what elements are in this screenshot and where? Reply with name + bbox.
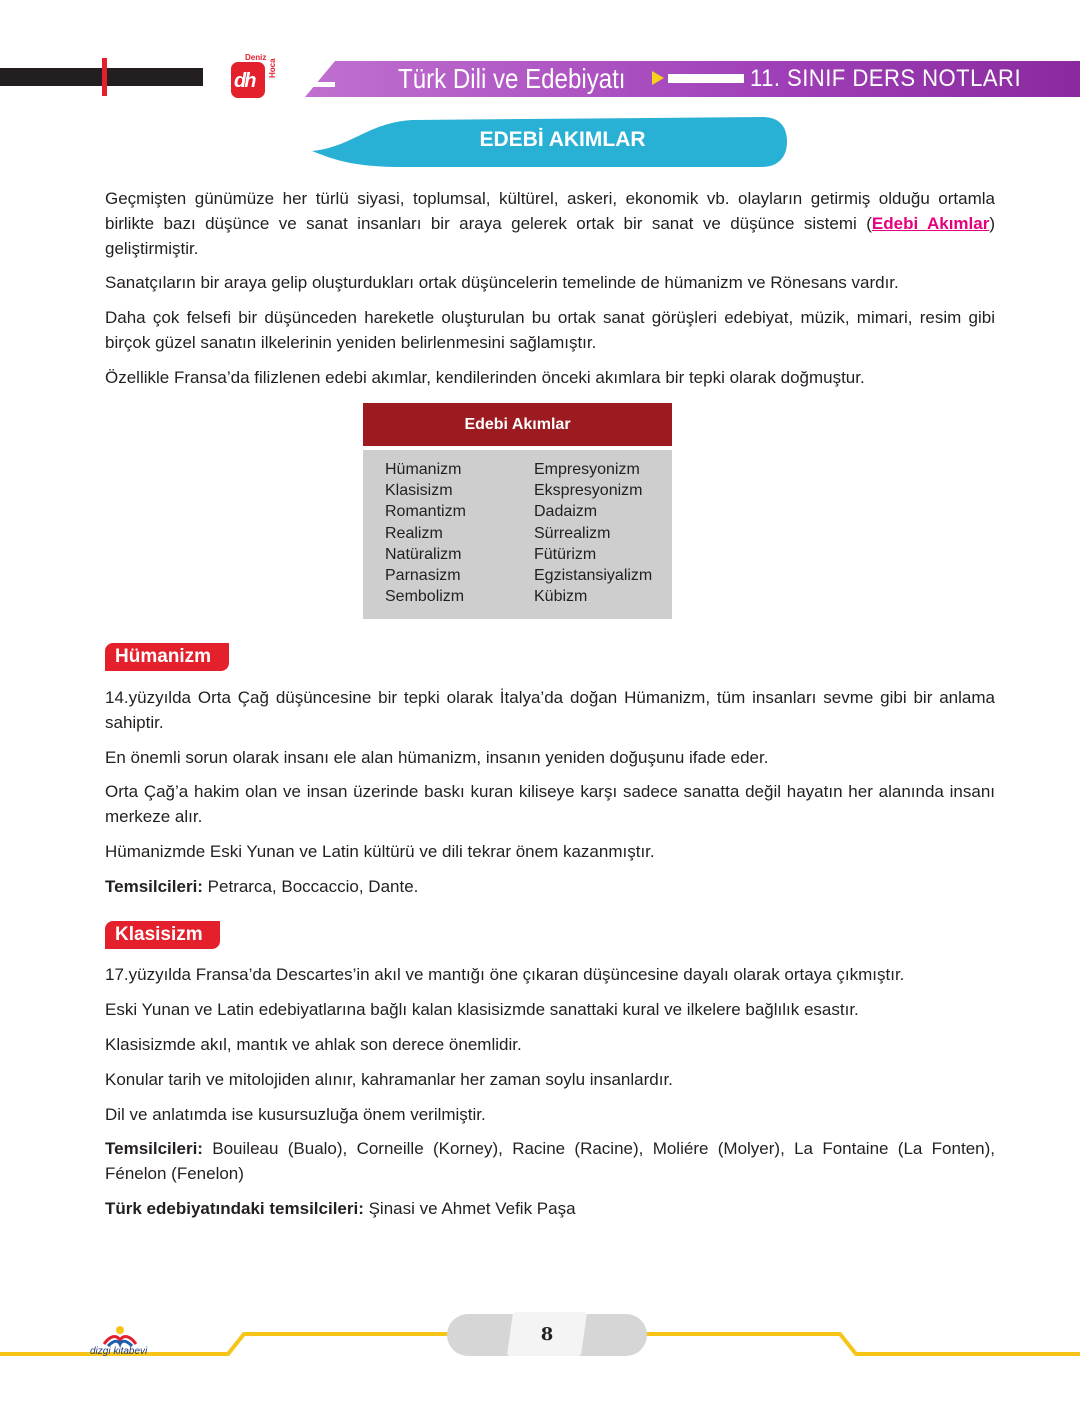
- banner-title: EDEBİ AKIMLAR: [479, 128, 646, 151]
- klasisizm-paragraph-3: Klasisizmde akıl, mantık ve ahlak son derece önemlidir.: [105, 1035, 522, 1054]
- publisher-name: dizgi kitabevi: [90, 1346, 148, 1357]
- brand-logo: [231, 53, 277, 100]
- table-item: Sürrealizm: [534, 524, 611, 542]
- table-column-2: [534, 459, 652, 607]
- klasisizm-paragraph-5: Dil ve anlatımda ise kusursuzluğa önem verilmiştir.: [105, 1105, 486, 1124]
- table-item: Romantizm: [385, 503, 466, 521]
- humanizm-paragraph-2: En önemli sorun olarak insanı ele alan hümanizm, insanın yeniden doğuşunu ifade eder.: [105, 748, 769, 767]
- humanizm-paragraph-1: 14.yüzyılda Orta Çağ düşüncesine bir tepki olarak İtalya’da doğan Hümanizm, tüm insanları sevme gibi bir anlama sahiptir.: [105, 688, 995, 732]
- intro-paragraph-4: Özellikle Fransa’da filizlenen edebi akımlar, kendilerinden önceki akımlara bir tepki olarak doğmuştur.: [105, 368, 865, 387]
- movements-table: [363, 403, 672, 619]
- table-title: Edebi Akımlar: [363, 403, 672, 446]
- course-subtitle: 11. SINIF DERS NOTLARI: [750, 65, 1022, 92]
- table-item: Natüralizm: [385, 545, 462, 563]
- klasisizm-paragraph-4: Konular tarih ve mitolojiden alınır, kahramanlar her zaman soylu insanlardır.: [105, 1070, 673, 1089]
- table-item: Klasisizm: [385, 482, 453, 500]
- representatives-value: Bouileau (Bualo), Corneille (Korney), Racine (Racine), Moliére (Molyer), La Fontaine (La Fonten), Fénelon (Fenelon): [105, 1139, 995, 1183]
- table-item: Ekspresyonizm: [534, 482, 643, 500]
- klasisizm-paragraph-1: 17.yüzyılda Fransa’da Descartes’in akıl ve mantığı öne çıkaran düşüncesine dayalı olarak ortaya çıkmıştır.: [105, 965, 905, 984]
- turkish-representatives-value: Şinasi ve Ahmet Vefik Paşa: [363, 1199, 576, 1218]
- klasisizm-turkish-representatives: [105, 1196, 995, 1221]
- table-item: Empresyonizm: [534, 461, 640, 478]
- representatives-label: Temsilcileri:: [105, 1139, 203, 1158]
- table-item: Fütürizm: [534, 545, 597, 563]
- section-tag-klasisizm: Klasisizm: [105, 921, 220, 949]
- table-item: Dadaizm: [534, 503, 598, 521]
- section-tag-humanizm: Hümanizm: [105, 643, 229, 671]
- representatives-value: Petrarca, Boccaccio, Dante.: [202, 877, 419, 896]
- intro-paragraph-3: Daha çok felsefi bir düşünceden hareketle oluşturulan bu ortak sanat görüşleri edebiyat, müzik, mimari, resim gibi birçok güzel sanatın ilkelerinin yeniden belirlenmesini sağlamıştır.: [105, 308, 995, 352]
- intro-paragraph-1: [105, 186, 995, 261]
- turkish-representatives-label: Türk edebiyatındaki temsilcileri:: [105, 1199, 364, 1218]
- table-item: Realizm: [385, 524, 443, 542]
- table-column-1: [385, 459, 466, 607]
- header-arrow-icon: [652, 71, 664, 85]
- table-item: Kübizm: [534, 588, 588, 606]
- humanizm-paragraph-3: Orta Çağ’a hakim olan ve insan üzerinde baskı kuran kiliseye karşı sadece sanatta değil hayatın her alanında insanı merkeze alır.: [105, 782, 995, 826]
- brand-logo-side-text: Hoca: [268, 58, 277, 78]
- table-item: Parnasizm: [385, 567, 461, 585]
- header-band-notch: [305, 61, 335, 97]
- table-item: Sembolizm: [385, 588, 465, 606]
- header-white-mark: [313, 82, 335, 87]
- humanizm-representatives: [105, 874, 995, 899]
- intro-p1-start: Geçmişten günümüze her türlü siyasi, toplumsal, kültürel, askeri, ekonomik vb. olayların getirmiş olduğu ortamla birlikte bazı düşünce ve sanat insanları bir araya gelerek ortak bir sanat ve düşünce sistemi (: [105, 189, 995, 233]
- representatives-label: Temsilcileri:: [105, 877, 203, 896]
- klasisizm-paragraph-2: Eski Yunan ve Latin edebiyatlarına bağlı kalan klasisizmde sanattaki kural ve ilkelere bağlılık esastır.: [105, 1000, 859, 1019]
- brand-logo-name: Deniz: [245, 53, 267, 62]
- klasisizm-representatives: [105, 1136, 995, 1186]
- edebi-akimlar-link[interactable]: Edebi Akımlar: [871, 214, 990, 233]
- page-number: 8: [540, 1324, 554, 1345]
- humanizm-paragraph-4: Hümanizmde Eski Yunan ve Latin kültürü ve dili tekrar önem kazanmıştır.: [105, 842, 655, 861]
- table-item: Hümanizm: [385, 461, 462, 478]
- course-title: Türk Dili ve Edebiyatı: [398, 63, 626, 94]
- table-item: Egzistansiyalizm: [534, 567, 653, 585]
- brand-logo-mark: dh: [234, 70, 255, 92]
- intro-p1-end: ) geliştirmiştir.: [105, 214, 996, 258]
- section-banner: [312, 117, 787, 167]
- table-body: [363, 450, 672, 619]
- header-white-line: [668, 74, 744, 83]
- header-red-tick: [102, 58, 107, 96]
- intro-paragraph-2: Sanatçıların bir araya gelip oluşturdukları ortak düşüncelerin temelinde de hümanizm ve Rönesans vardır.: [105, 273, 899, 292]
